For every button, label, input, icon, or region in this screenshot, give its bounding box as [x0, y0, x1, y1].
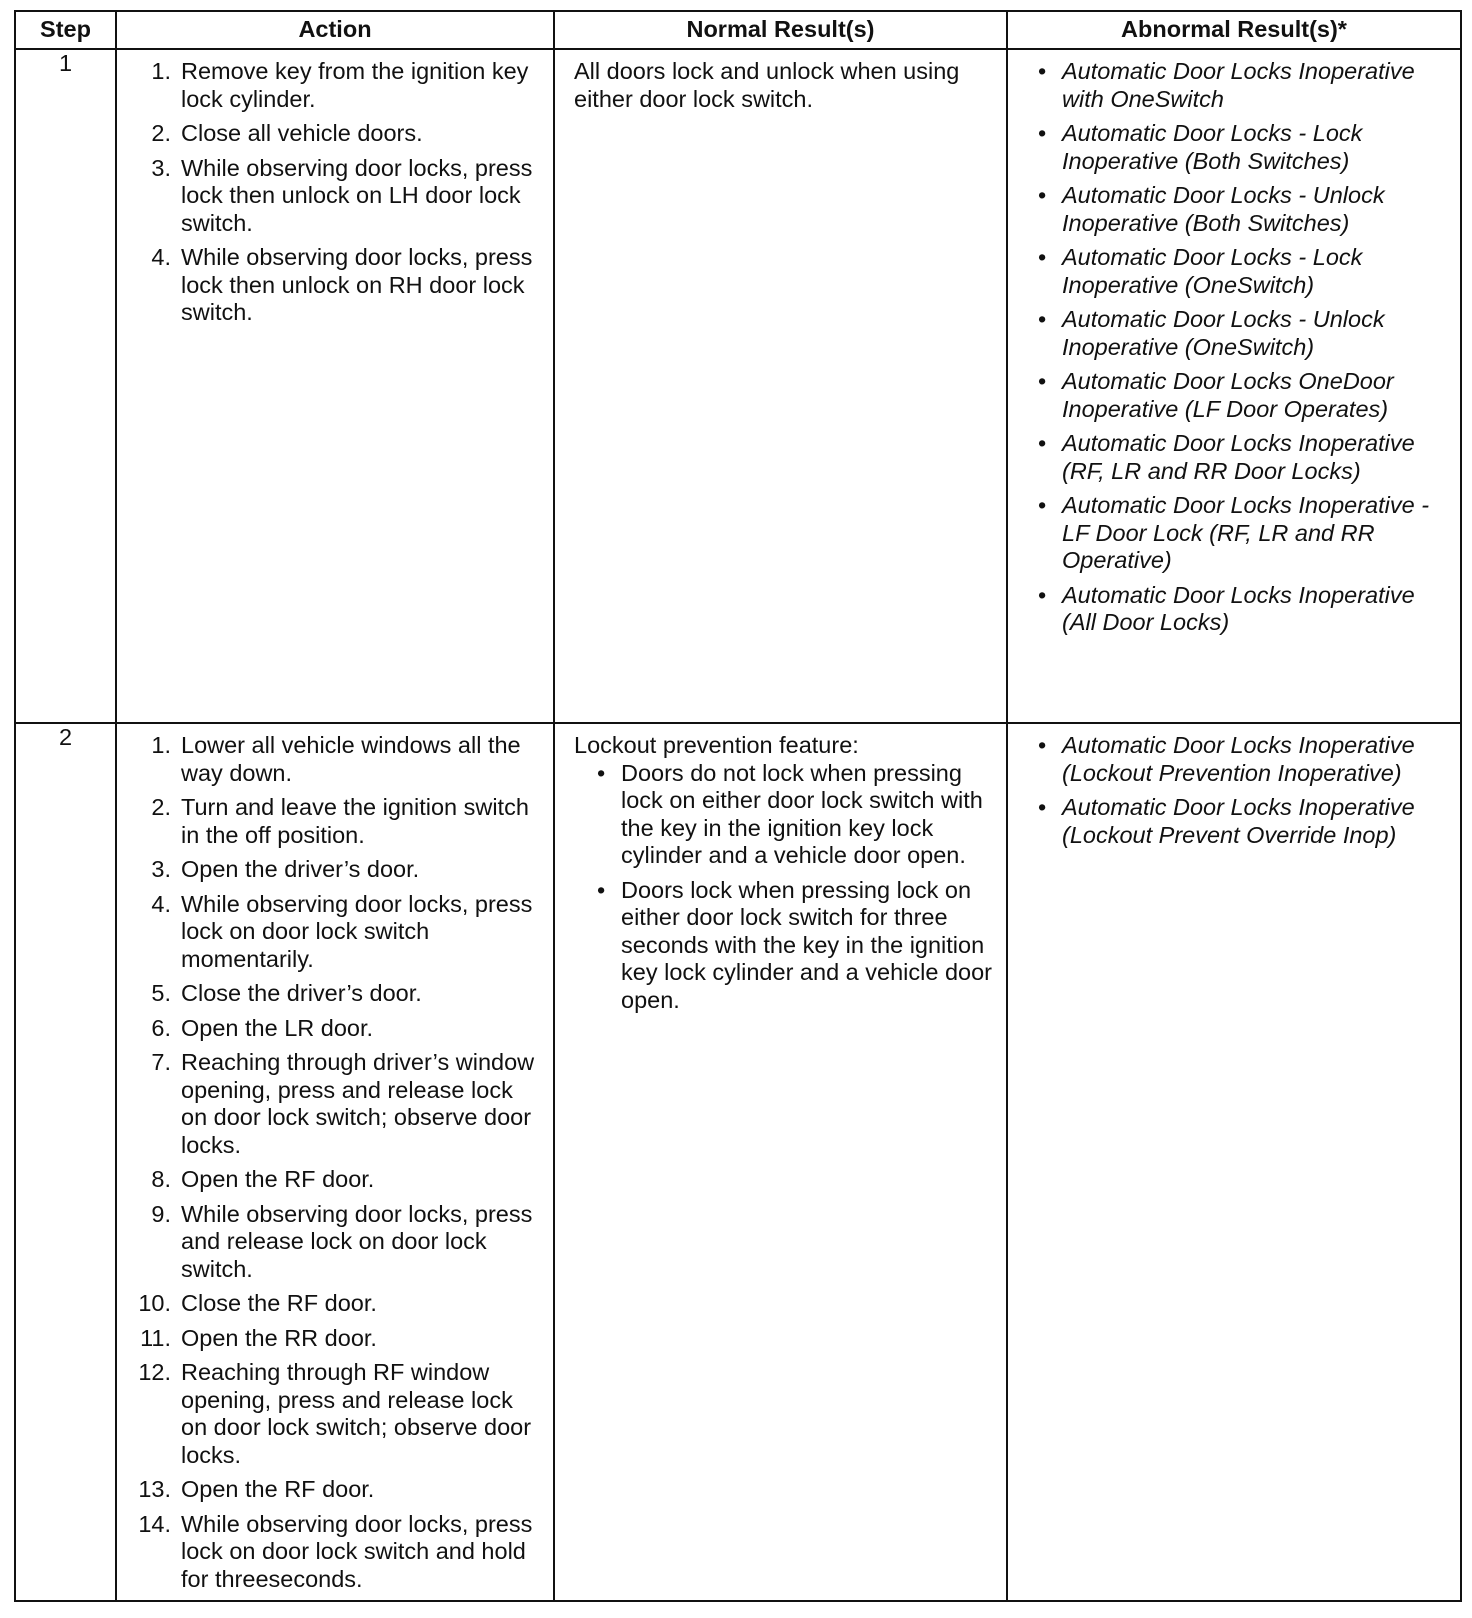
action-item — [117, 1325, 543, 1353]
action-text: While observing door locks, press lock then unlock on RH door lock switch. — [181, 244, 533, 325]
abnormal-result-item — [1038, 244, 1454, 299]
action-list — [117, 58, 543, 327]
bullet-icon: • — [1038, 120, 1047, 146]
action-item — [117, 891, 543, 974]
abnormal-result-item — [1038, 582, 1454, 637]
normal-result-cell — [554, 723, 1007, 1601]
action-item — [117, 1359, 543, 1469]
action-text: While observing door locks, press and release lock on door lock switch. — [181, 1200, 533, 1282]
header-abnormal-results: Abnormal Result(s)* — [1007, 11, 1461, 49]
action-item — [117, 732, 543, 787]
action-text: Close the RF door. — [181, 1290, 377, 1316]
bullet-icon: • — [1038, 306, 1047, 332]
bullet-icon: • — [1038, 368, 1047, 394]
action-item — [117, 1166, 543, 1194]
action-number: 2. — [151, 794, 171, 820]
action-text: Lower all vehicle windows all the way down. — [181, 732, 521, 786]
abnormal-result-link[interactable]: Automatic Door Locks Inoperative (All Door Locks) — [1062, 581, 1415, 635]
abnormal-result-link[interactable]: Automatic Door Locks Inoperative (Lockout Prevent Override Inop) — [1062, 794, 1415, 848]
action-text: While observing door locks, press lock then unlock on LH door lock switch. — [181, 154, 533, 236]
abnormal-result-item — [1038, 306, 1454, 361]
abnormal-result-link[interactable]: Automatic Door Locks - Lock Inoperative (OneSwitch) — [1062, 244, 1363, 298]
action-item — [117, 1511, 543, 1594]
bullet-icon: • — [1038, 430, 1047, 456]
action-number: 6. — [151, 1014, 171, 1041]
action-item — [117, 1476, 543, 1504]
abnormal-result-item — [1038, 492, 1454, 575]
action-item — [117, 1201, 543, 1284]
abnormal-result-link[interactable]: Automatic Door Locks - Lock Inoperative (Both Switches) — [1062, 120, 1363, 174]
action-number: 7. — [151, 1049, 171, 1075]
action-text: Close the driver’s door. — [181, 980, 422, 1006]
action-text: Reaching through RF window opening, press and release lock on door lock switch; observe door locks. — [181, 1359, 532, 1468]
action-text: Turn and leave the ignition switch in the off position. — [181, 794, 529, 848]
action-number: 13. — [138, 1476, 171, 1502]
action-number: 3. — [151, 856, 171, 882]
action-number: 5. — [151, 980, 171, 1006]
action-number: 10. — [138, 1290, 171, 1316]
action-item — [117, 980, 543, 1008]
normal-result-text: All doors lock and unlock when using either door lock switch. — [574, 58, 960, 112]
action-text: Reaching through driver’s window opening, press and release lock on door lock switch; observe door locks. — [181, 1049, 535, 1158]
header-step: Step — [15, 11, 116, 49]
action-text: Open the RF door. — [181, 1166, 375, 1192]
normal-result-item — [597, 877, 998, 1015]
action-number: 4. — [151, 244, 171, 270]
abnormal-result-item — [1038, 182, 1454, 237]
bullet-icon: • — [1038, 732, 1047, 758]
action-text: Open the RF door. — [181, 1476, 375, 1502]
abnormal-result-link[interactable]: Automatic Door Locks Inoperative (Lockout Prevention Inoperative) — [1062, 732, 1415, 786]
action-number: 12. — [138, 1359, 171, 1385]
abnormal-result-link[interactable]: Automatic Door Locks - Unlock Inoperative (OneSwitch) — [1062, 306, 1385, 360]
header-normal-results: Normal Result(s) — [554, 11, 1007, 49]
action-item — [117, 244, 543, 327]
abnormal-result-cell — [1007, 49, 1461, 723]
normal-result-cell — [554, 49, 1007, 723]
bullet-icon: • — [1038, 58, 1047, 84]
abnormal-result-link[interactable]: Automatic Door Locks Inoperative (RF, LR and RR Door Locks) — [1062, 430, 1415, 484]
table-row — [15, 723, 1461, 1601]
action-list — [117, 732, 543, 1593]
action-text: Close all vehicle doors. — [181, 120, 423, 146]
bullet-icon: • — [1038, 492, 1047, 518]
action-text: While observing door locks, press lock on door lock switch and hold for threeseconds. — [181, 1510, 533, 1592]
action-number: 14. — [138, 1510, 171, 1537]
step-number: 2 — [15, 723, 116, 1601]
action-item — [117, 155, 543, 238]
action-item — [117, 1015, 543, 1043]
abnormal-result-link[interactable]: Automatic Door Locks OneDoor Inoperative (LF Door Operates) — [1062, 368, 1394, 422]
bullet-icon: • — [1038, 581, 1047, 608]
abnormal-result-item — [1038, 732, 1454, 787]
abnormal-result-item — [1038, 120, 1454, 175]
bullet-icon: • — [597, 876, 606, 903]
action-item — [117, 58, 543, 113]
normal-result-text: Doors lock when pressing lock on either door lock switch for three seconds with the key in the ignition key lock cylinder and a vehicle door open. — [621, 876, 992, 1013]
header-row — [15, 11, 1461, 49]
abnormal-result-link[interactable]: Automatic Door Locks Inoperative with OneSwitch — [1062, 58, 1415, 112]
action-number: 11. — [140, 1324, 171, 1351]
action-item — [117, 794, 543, 849]
abnormal-result-cell — [1007, 723, 1461, 1601]
abnormal-result-item — [1038, 794, 1454, 849]
action-number: 4. — [151, 890, 171, 917]
normal-result-list — [574, 760, 998, 1015]
action-item — [117, 1049, 543, 1159]
action-number: 3. — [151, 154, 171, 181]
action-item — [117, 120, 543, 148]
action-number: 1. — [151, 732, 171, 758]
action-item — [117, 1290, 543, 1318]
action-number: 8. — [151, 1166, 171, 1192]
bullet-icon: • — [1038, 244, 1047, 270]
abnormal-result-item — [1038, 368, 1454, 423]
action-text: Remove key from the ignition key lock cylinder. — [181, 58, 529, 112]
abnormal-result-item — [1038, 58, 1454, 113]
action-number: 1. — [151, 58, 171, 84]
action-text: Open the driver’s door. — [181, 856, 420, 882]
normal-result-intro: Lockout prevention feature: — [574, 732, 859, 758]
abnormal-result-list — [1038, 732, 1454, 849]
table-row — [15, 49, 1461, 723]
normal-result-text: Doors do not lock when pressing lock on either door lock switch with the key in the ignition key lock cylinder and a vehicle door open. — [621, 759, 983, 868]
action-item — [117, 856, 543, 884]
header-action: Action — [116, 11, 554, 49]
abnormal-result-item — [1038, 430, 1454, 485]
bullet-icon: • — [1038, 794, 1047, 820]
bullet-icon: • — [597, 759, 606, 786]
abnormal-result-list — [1038, 58, 1454, 637]
action-text: Open the RR door. — [181, 1324, 377, 1351]
action-number: 9. — [151, 1200, 171, 1227]
action-cell — [116, 49, 554, 723]
step-number: 1 — [15, 49, 116, 723]
action-text: Open the LR door. — [181, 1014, 374, 1041]
abnormal-result-link[interactable]: Automatic Door Locks Inoperative - LF Door Lock (RF, LR and RR Operative) — [1062, 492, 1430, 573]
normal-result-item — [597, 760, 998, 870]
bullet-icon: • — [1038, 182, 1047, 208]
action-text: While observing door locks, press lock on door lock switch momentarily. — [181, 890, 533, 972]
diagnostic-table — [14, 10, 1462, 1602]
action-number: 2. — [151, 120, 171, 146]
abnormal-result-link[interactable]: Automatic Door Locks - Unlock Inoperative (Both Switches) — [1062, 182, 1385, 236]
action-cell — [116, 723, 554, 1601]
